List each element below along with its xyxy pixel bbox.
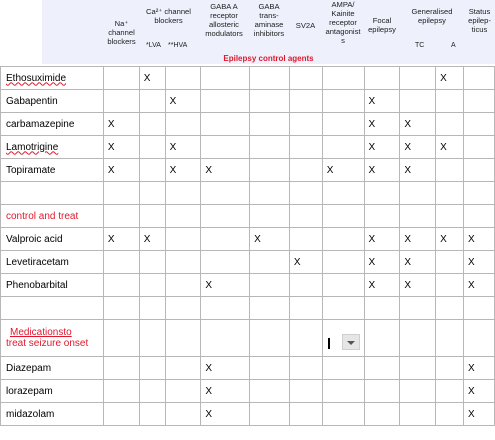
mark-cell[interactable] bbox=[103, 297, 139, 320]
mark-cell[interactable]: X bbox=[201, 357, 250, 380]
mark-cell[interactable] bbox=[289, 159, 322, 182]
mark-cell[interactable] bbox=[322, 113, 364, 136]
mark-cell[interactable] bbox=[201, 228, 250, 251]
sub-lva: *LVA bbox=[146, 42, 161, 49]
mark-cell[interactable] bbox=[436, 320, 464, 357]
mark-cell[interactable] bbox=[139, 251, 165, 274]
mark-cell[interactable] bbox=[289, 357, 322, 380]
mark-cell[interactable]: X bbox=[400, 228, 436, 251]
mark-cell[interactable]: X bbox=[201, 403, 250, 426]
mark-cell[interactable] bbox=[322, 251, 364, 274]
mark-cell[interactable] bbox=[400, 320, 436, 357]
mark-cell[interactable] bbox=[250, 380, 290, 403]
mark-cell[interactable] bbox=[464, 320, 495, 357]
mark-cell[interactable]: X bbox=[400, 113, 436, 136]
mark-cell[interactable] bbox=[289, 182, 322, 205]
mark-cell[interactable]: X bbox=[400, 136, 436, 159]
drug-name-cell[interactable] bbox=[1, 251, 104, 274]
mark-cell[interactable] bbox=[201, 136, 250, 159]
mark-cell[interactable] bbox=[165, 403, 201, 426]
drug-name: Ethosuximide bbox=[6, 72, 67, 84]
col-ampa-kainite-antagonists: AMPA/ Kainite receptor antagonist s bbox=[325, 0, 361, 45]
mark-cell[interactable] bbox=[250, 113, 290, 136]
drug-name: Medicationsto bbox=[10, 327, 72, 338]
mark-cell[interactable] bbox=[165, 182, 201, 205]
drug-name-cell[interactable] bbox=[1, 274, 104, 297]
mark-cell[interactable] bbox=[139, 320, 165, 357]
mark-cell[interactable]: X bbox=[364, 90, 400, 113]
mark-cell[interactable]: X bbox=[464, 357, 495, 380]
drug-name: Diazepam bbox=[6, 362, 52, 374]
mark-cell[interactable] bbox=[464, 136, 495, 159]
mark-cell[interactable]: X bbox=[464, 251, 495, 274]
drug-name-cell[interactable] bbox=[1, 113, 104, 136]
mark-cell[interactable] bbox=[322, 357, 364, 380]
mark-cell[interactable] bbox=[436, 113, 464, 136]
mark-cell[interactable] bbox=[103, 90, 139, 113]
mark-cell[interactable]: X bbox=[400, 251, 436, 274]
mark-cell[interactable] bbox=[201, 320, 250, 357]
mark-cell[interactable]: X bbox=[400, 274, 436, 297]
table-row bbox=[1, 90, 495, 113]
table-row bbox=[1, 113, 495, 136]
drug-name-line2: treat seizure onset bbox=[6, 338, 89, 349]
col-status-epilepticus: Status epilep- ticus bbox=[468, 7, 491, 34]
mark-cell[interactable] bbox=[201, 205, 250, 228]
mark-cell[interactable] bbox=[400, 67, 436, 90]
drug-name-cell[interactable] bbox=[1, 297, 104, 320]
mark-cell[interactable]: X bbox=[103, 228, 139, 251]
mark-cell[interactable] bbox=[103, 320, 139, 357]
drug-name-cell[interactable] bbox=[1, 205, 104, 228]
drug-name-cell[interactable] bbox=[1, 320, 104, 357]
mark-cell[interactable] bbox=[464, 113, 495, 136]
mark-cell[interactable]: X bbox=[364, 113, 400, 136]
mark-cell[interactable] bbox=[139, 357, 165, 380]
mark-cell[interactable] bbox=[436, 274, 464, 297]
mark-cell[interactable]: X bbox=[103, 159, 139, 182]
drug-name: Topiramate bbox=[6, 164, 56, 176]
chevron-down-icon[interactable] bbox=[342, 334, 360, 350]
drug-name: lorazepam bbox=[6, 385, 53, 397]
mark-cell[interactable] bbox=[165, 251, 201, 274]
col-sv2a: SV2A bbox=[295, 20, 316, 30]
table-row bbox=[1, 357, 495, 380]
mark-cell[interactable] bbox=[165, 228, 201, 251]
mark-cell[interactable] bbox=[250, 251, 290, 274]
header-banner: Epilepsy control agents bbox=[223, 54, 314, 63]
mark-cell[interactable] bbox=[165, 380, 201, 403]
table-row bbox=[1, 228, 495, 251]
mark-cell[interactable] bbox=[289, 113, 322, 136]
mark-cell[interactable] bbox=[436, 403, 464, 426]
mark-cell[interactable] bbox=[103, 380, 139, 403]
mark-cell[interactable]: X bbox=[364, 159, 400, 182]
table-row bbox=[1, 159, 495, 182]
mark-cell[interactable] bbox=[364, 403, 400, 426]
mark-cell[interactable]: X bbox=[464, 274, 495, 297]
mark-cell[interactable] bbox=[139, 90, 165, 113]
mark-cell[interactable] bbox=[165, 113, 201, 136]
mark-cell[interactable] bbox=[289, 67, 322, 90]
mark-cell[interactable]: X bbox=[436, 228, 464, 251]
mark-cell[interactable]: X bbox=[322, 159, 364, 182]
drug-name-cell[interactable] bbox=[1, 357, 104, 380]
drug-name: Levetiracetam bbox=[6, 256, 69, 268]
text-cursor-icon bbox=[328, 338, 330, 349]
mark-cell[interactable] bbox=[464, 90, 495, 113]
mark-cell[interactable]: X bbox=[165, 159, 201, 182]
mark-cell[interactable] bbox=[322, 205, 364, 228]
sub-hva: **HVA bbox=[168, 42, 188, 49]
col-generalised-epilepsy: Generalised epilepsy bbox=[411, 7, 453, 25]
mark-cell[interactable] bbox=[201, 182, 250, 205]
mark-cell[interactable] bbox=[322, 403, 364, 426]
mark-cell[interactable]: X bbox=[464, 228, 495, 251]
mark-cell[interactable] bbox=[103, 251, 139, 274]
drug-name: Gabapentin bbox=[6, 95, 58, 107]
mark-cell[interactable] bbox=[364, 67, 400, 90]
mark-cell[interactable] bbox=[464, 297, 495, 320]
mark-cell[interactable] bbox=[103, 357, 139, 380]
mark-cell[interactable] bbox=[322, 136, 364, 159]
mark-cell[interactable] bbox=[436, 159, 464, 182]
table-header bbox=[0, 0, 495, 66]
mark-cell[interactable] bbox=[250, 274, 290, 297]
mark-cell[interactable] bbox=[400, 297, 436, 320]
mark-cell[interactable] bbox=[289, 297, 322, 320]
drug-name: carbamazepine bbox=[6, 118, 75, 130]
table-row bbox=[1, 205, 495, 228]
mark-cell[interactable] bbox=[364, 357, 400, 380]
drug-name-cell[interactable] bbox=[1, 403, 104, 426]
col-na-channel-blockers: Na⁺ channel blockers bbox=[107, 18, 136, 46]
mark-cell[interactable] bbox=[139, 182, 165, 205]
mark-cell[interactable] bbox=[250, 357, 290, 380]
mark-cell[interactable] bbox=[400, 403, 436, 426]
drug-name-cell[interactable] bbox=[1, 182, 104, 205]
mark-cell[interactable] bbox=[165, 297, 201, 320]
mark-cell[interactable] bbox=[201, 90, 250, 113]
mark-cell[interactable] bbox=[322, 228, 364, 251]
mark-cell[interactable] bbox=[103, 67, 139, 90]
drug-name-cell[interactable] bbox=[1, 90, 104, 113]
drug-name: Phenobarbital bbox=[6, 279, 68, 291]
table-row bbox=[1, 67, 495, 90]
mark-cell[interactable] bbox=[201, 67, 250, 90]
mark-cell[interactable] bbox=[436, 297, 464, 320]
mark-cell[interactable] bbox=[464, 67, 495, 90]
table-row bbox=[1, 274, 495, 297]
mark-cell[interactable] bbox=[289, 228, 322, 251]
mark-cell[interactable] bbox=[165, 320, 201, 357]
mark-cell[interactable] bbox=[250, 205, 290, 228]
mark-cell[interactable]: X bbox=[364, 136, 400, 159]
mark-cell[interactable]: X bbox=[464, 403, 495, 426]
mark-cell[interactable] bbox=[289, 136, 322, 159]
mark-cell[interactable] bbox=[364, 297, 400, 320]
mark-cell[interactable] bbox=[103, 403, 139, 426]
table-row bbox=[1, 251, 495, 274]
col-focal-epilepsy: Focal epilepsy bbox=[368, 16, 396, 34]
col-ca-channel-blockers: Ca²⁺ channel blockers bbox=[146, 7, 191, 25]
mark-cell[interactable] bbox=[364, 205, 400, 228]
mark-cell[interactable] bbox=[250, 67, 290, 90]
mark-cell[interactable] bbox=[436, 182, 464, 205]
mark-cell[interactable] bbox=[289, 205, 322, 228]
sub-a: A bbox=[451, 42, 456, 49]
mark-cell[interactable] bbox=[250, 297, 290, 320]
mark-cell[interactable] bbox=[289, 274, 322, 297]
drug-name: Lamotrigine bbox=[6, 141, 59, 153]
col-gaba-a-modulators: GABA A receptor allosteric modulators bbox=[205, 2, 243, 38]
mark-cell[interactable] bbox=[436, 357, 464, 380]
drug-table bbox=[0, 66, 495, 426]
mark-cell[interactable]: X bbox=[289, 251, 322, 274]
mark-cell[interactable] bbox=[165, 67, 201, 90]
mark-cell[interactable] bbox=[250, 159, 290, 182]
drug-name-cell[interactable] bbox=[1, 136, 104, 159]
mark-cell[interactable] bbox=[165, 274, 201, 297]
mark-cell[interactable] bbox=[139, 403, 165, 426]
table-row bbox=[1, 380, 495, 403]
mark-cell[interactable]: X bbox=[103, 136, 139, 159]
drug-name-cell[interactable] bbox=[1, 380, 104, 403]
mark-cell[interactable]: X bbox=[139, 228, 165, 251]
mark-cell[interactable] bbox=[289, 403, 322, 426]
mark-cell[interactable] bbox=[165, 205, 201, 228]
drug-name: Valproic acid bbox=[6, 233, 63, 245]
sub-tc: TC bbox=[415, 42, 425, 49]
mark-cell[interactable] bbox=[436, 251, 464, 274]
drug-name-cell[interactable] bbox=[1, 159, 104, 182]
drug-name: control and treat bbox=[6, 210, 79, 222]
mark-cell[interactable] bbox=[364, 320, 400, 357]
mark-cell[interactable]: X bbox=[201, 274, 250, 297]
mark-cell[interactable] bbox=[103, 274, 139, 297]
mark-cell[interactable]: X bbox=[165, 136, 201, 159]
mark-cell[interactable]: X bbox=[436, 67, 464, 90]
mark-cell[interactable] bbox=[250, 136, 290, 159]
mark-cell[interactable] bbox=[139, 274, 165, 297]
mark-cell[interactable] bbox=[250, 320, 290, 357]
mark-cell[interactable]: X bbox=[103, 113, 139, 136]
mark-cell[interactable] bbox=[436, 380, 464, 403]
mark-cell[interactable] bbox=[364, 380, 400, 403]
mark-cell[interactable]: X bbox=[250, 228, 290, 251]
table-row bbox=[1, 182, 495, 205]
mark-cell[interactable] bbox=[364, 182, 400, 205]
mark-cell[interactable]: X bbox=[201, 159, 250, 182]
mark-cell[interactable]: X bbox=[464, 380, 495, 403]
mark-cell[interactable] bbox=[322, 297, 364, 320]
mark-cell[interactable] bbox=[322, 67, 364, 90]
mark-cell[interactable]: X bbox=[139, 67, 165, 90]
mark-cell[interactable] bbox=[400, 380, 436, 403]
mark-cell[interactable]: X bbox=[165, 90, 201, 113]
drug-name: midazolam bbox=[6, 408, 55, 420]
mark-cell[interactable] bbox=[400, 90, 436, 113]
mark-cell[interactable] bbox=[322, 90, 364, 113]
table-row bbox=[1, 136, 495, 159]
mark-cell[interactable] bbox=[400, 357, 436, 380]
mark-cell[interactable] bbox=[201, 251, 250, 274]
mark-cell[interactable] bbox=[103, 182, 139, 205]
col-gaba-transaminase-inhibitors: GABA trans- aminase inhibitors bbox=[253, 2, 285, 38]
table-row bbox=[1, 320, 495, 357]
drug-name-cell[interactable] bbox=[1, 228, 104, 251]
mark-cell[interactable] bbox=[400, 205, 436, 228]
mark-cell[interactable] bbox=[436, 205, 464, 228]
mark-cell[interactable] bbox=[322, 274, 364, 297]
table-row bbox=[1, 297, 495, 320]
mark-cell[interactable] bbox=[436, 90, 464, 113]
table-row bbox=[1, 403, 495, 426]
mark-cell[interactable] bbox=[250, 403, 290, 426]
mark-cell[interactable] bbox=[322, 380, 364, 403]
mark-cell[interactable]: X bbox=[364, 274, 400, 297]
mark-cell[interactable]: X bbox=[364, 251, 400, 274]
mark-cell[interactable] bbox=[250, 182, 290, 205]
mark-cell[interactable] bbox=[289, 380, 322, 403]
mark-cell[interactable] bbox=[139, 297, 165, 320]
mark-cell[interactable] bbox=[139, 113, 165, 136]
mark-cell[interactable] bbox=[322, 182, 364, 205]
mark-cell[interactable] bbox=[139, 205, 165, 228]
mark-cell[interactable] bbox=[464, 205, 495, 228]
mark-cell[interactable] bbox=[139, 136, 165, 159]
drug-name-cell[interactable] bbox=[1, 67, 104, 90]
mark-cell[interactable] bbox=[139, 159, 165, 182]
mark-cell[interactable] bbox=[201, 113, 250, 136]
mark-cell[interactable]: X bbox=[364, 228, 400, 251]
mark-cell[interactable] bbox=[139, 380, 165, 403]
mark-cell[interactable] bbox=[289, 90, 322, 113]
mark-cell[interactable]: X bbox=[400, 159, 436, 182]
mark-cell[interactable] bbox=[201, 297, 250, 320]
mark-cell[interactable]: X bbox=[436, 136, 464, 159]
mark-cell[interactable] bbox=[103, 205, 139, 228]
mark-cell[interactable] bbox=[250, 90, 290, 113]
mark-cell[interactable] bbox=[464, 159, 495, 182]
mark-cell[interactable]: X bbox=[201, 380, 250, 403]
mark-cell[interactable] bbox=[165, 357, 201, 380]
mark-cell[interactable] bbox=[400, 182, 436, 205]
mark-cell[interactable] bbox=[464, 182, 495, 205]
mark-cell[interactable] bbox=[289, 320, 322, 357]
